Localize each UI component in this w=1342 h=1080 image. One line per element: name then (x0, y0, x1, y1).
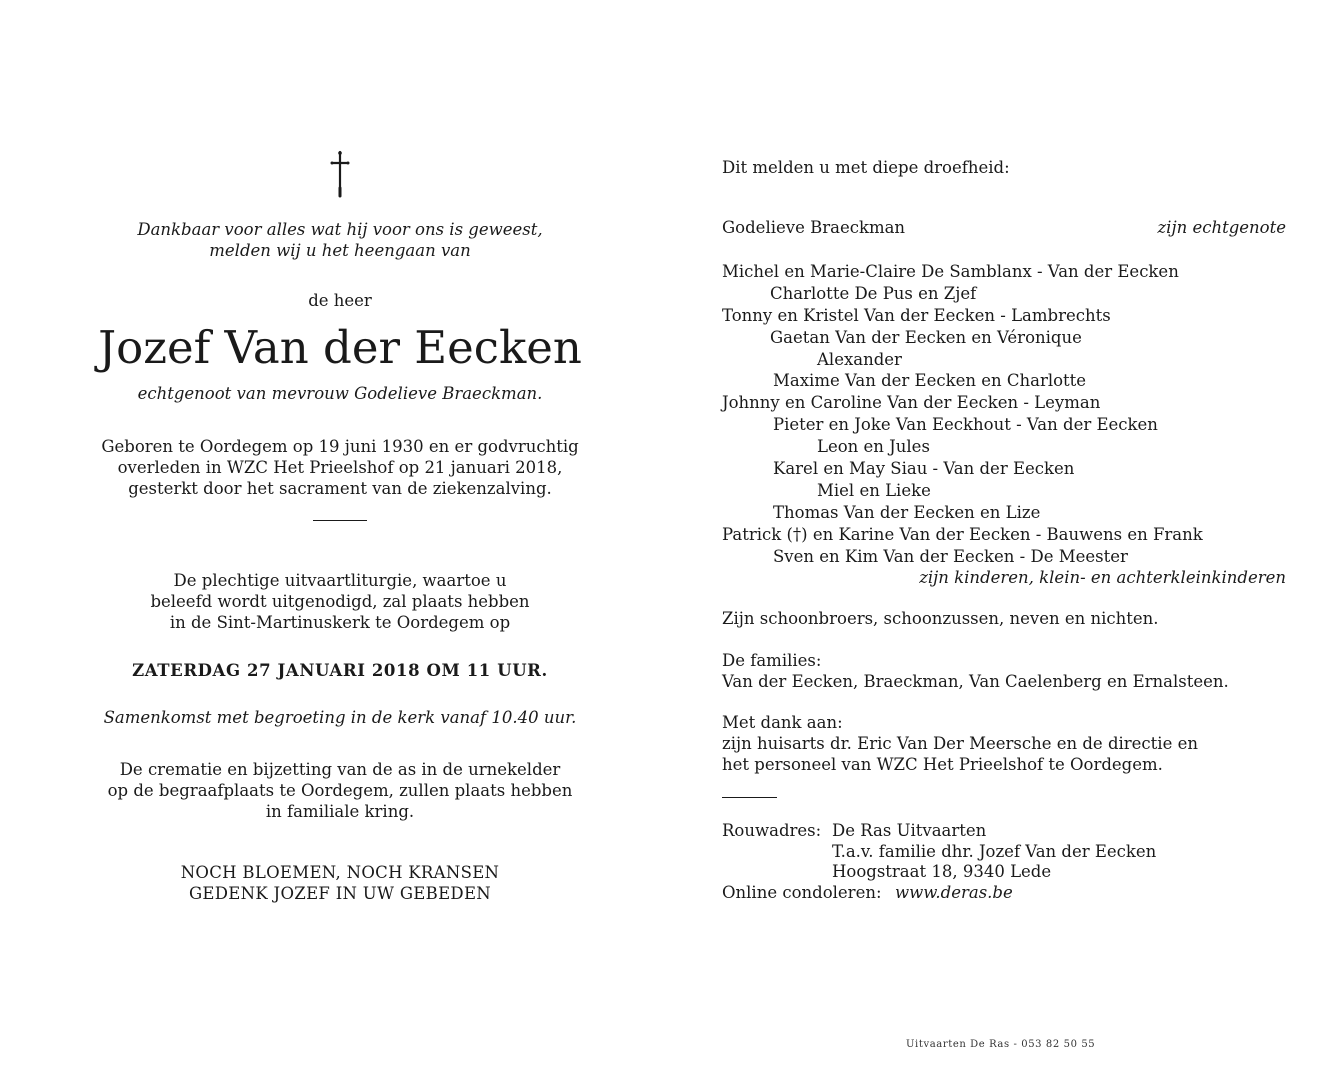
family-line: Michel en Marie-Claire De Samblanx - Van der Eecken (722, 262, 1179, 281)
born-line: gesterkt door het sacrament van de ziekenzalving. (128, 479, 552, 498)
families-block (722, 650, 1229, 692)
thanks-line: zijn huisarts dr. Eric Van Der Meersche en de directie en (722, 734, 1198, 753)
liturgy-line: beleefd wordt uitgenodigd, zal plaats hebben (150, 592, 530, 611)
thanks-line: het personeel van WZC Het Prieelshof te Oordegem. (722, 755, 1163, 774)
cremation-line: De crematie en bijzetting van de as in de urnekelder (119, 760, 561, 779)
children-role: zijn kinderen, klein- en achterkleinkinderen (919, 568, 1286, 587)
liturgy-line: De plechtige uitvaartliturgie, waartoe u (173, 571, 507, 590)
cross-icon (70, 150, 610, 200)
family-line: Patrick (†) en Karine Van der Eecken - Bauwens en Frank (722, 524, 1203, 544)
intro-text (70, 219, 610, 261)
address-block (722, 821, 1286, 904)
family-line: Sven en Kim Van der Eecken - De Meester (773, 546, 1128, 566)
liturgy-line: in de Sint-Martinuskerk te Oordegem op (169, 613, 511, 632)
address-line: De Ras Uitvaarten (832, 821, 987, 840)
family-line: Johnny en Caroline Van der Eecken - Leyman (722, 393, 1101, 413)
families-list: Van der Eecken, Braeckman, Van Caelenberg en Ernalsteen. (722, 672, 1229, 691)
family-line: Leon en Jules (817, 437, 930, 457)
born-line: Geboren te Oordegem op 19 juni 1930 en er godvruchtig (101, 437, 579, 456)
family-line: Pieter en Joke Van Eeckhout - Van der Eecken (773, 415, 1158, 435)
family-line: Charlotte De Pus en Zjef (770, 283, 977, 303)
families-label: De families: (722, 651, 822, 670)
footer-imprint: Uitvaarten De Ras - 053 82 50 55 (906, 1039, 1096, 1050)
family-line: Karel en May Siau - Van der Eecken (773, 459, 1075, 479)
cremation-text (70, 759, 610, 822)
family-line: Alexander (817, 349, 902, 369)
intro-line: melden wij u het heengaan van (209, 241, 471, 260)
spouse-name: Godelieve Braeckman (722, 218, 906, 237)
cremation-line: in familiale kring. (265, 802, 415, 821)
gathering-line: Samenkomst met begroeting in de kerk vanaf 10.40 uur. (103, 708, 577, 727)
online-label: Online condoleren: (722, 883, 882, 903)
family-line: Miel en Lieke (817, 480, 931, 500)
flowers-line: GEDENK JOZEF IN UW GEBEDEN (188, 884, 492, 903)
divider (722, 797, 777, 798)
right-panel (722, 0, 1286, 1080)
flowers-text (70, 862, 610, 904)
family-line: Tonny en Kristel Van der Eecken - Lambrechts (722, 305, 1111, 325)
cremation-line: op de begraafplaats te Oordegem, zullen plaats hebben (107, 781, 573, 800)
flowers-line: NOCH BLOEMEN, NOCH KRANSEN (180, 863, 500, 882)
born-text (70, 436, 610, 499)
divider (313, 520, 367, 521)
address-line: T.a.v. familie dhr. Jozef Van der Eecken (832, 841, 1157, 861)
announcement-intro: Dit melden u met diepe droefheid: (722, 158, 1010, 177)
thanks-block (722, 712, 1198, 775)
intro-line: Dankbaar voor alles wat hij voor ons is geweest, (137, 220, 543, 239)
spouse-line: echtgenoot van mevrouw Godelieve Braeckman. (137, 384, 543, 403)
family-list (722, 261, 1286, 567)
thanks-label: Met dank aan: (722, 713, 843, 732)
online-link[interactable]: www.deras.be (895, 883, 1013, 903)
title-prefix: de heer (308, 291, 372, 310)
inlaws-line: Zijn schoonbroers, schoonzussen, neven en nichten. (722, 609, 1159, 628)
family-line: Maxime Van der Eecken en Charlotte (773, 371, 1087, 391)
funeral-date: ZATERDAG 27 JANUARI 2018 OM 11 UUR. (132, 661, 548, 680)
deceased-name: Jozef Van der Eecken (98, 321, 582, 374)
liturgy-text (70, 570, 610, 633)
family-line: Thomas Van der Eecken en Lize (773, 502, 1041, 522)
spouse-role: zijn echtgenote (1157, 218, 1286, 237)
born-line: overleden in WZC Het Prieelshof op 21 januari 2018, (117, 458, 563, 477)
spouse-row (722, 217, 1286, 239)
address-line: Hoogstraat 18, 9340 Lede (832, 862, 1052, 882)
family-line: Gaetan Van der Eecken en Véronique (770, 327, 1082, 347)
address-label: Rouwadres: (722, 821, 822, 840)
left-panel (70, 0, 610, 1080)
